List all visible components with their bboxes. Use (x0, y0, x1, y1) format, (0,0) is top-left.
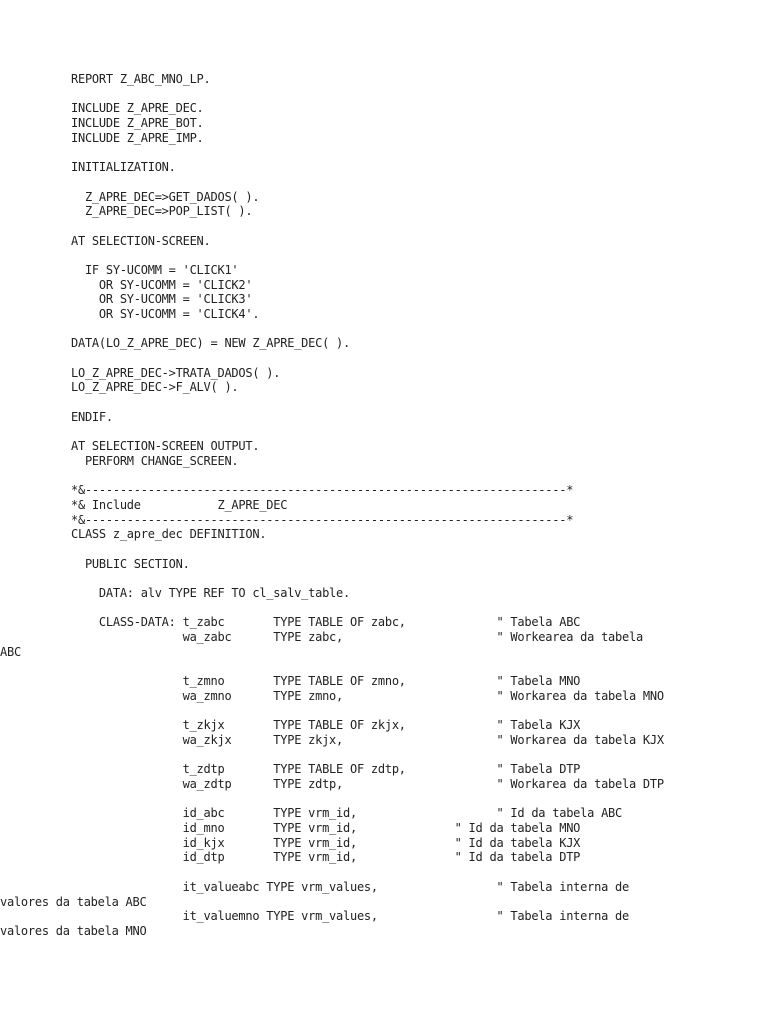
code-line: valores da tabela MNO (0, 923, 147, 938)
blank-line (71, 601, 664, 616)
code-line: CLASS-DATA: t_zabc TYPE TABLE OF zabc, " Tabela ABC (71, 615, 581, 630)
code-line: REPORT Z_ABC_MNO_LP. (71, 72, 211, 86)
code-line: wa_zdtp TYPE zdtp, " Workarea da tabela DTP (71, 777, 664, 791)
blank-line (71, 248, 664, 263)
code-line: OR SY-UCOMM = 'CLICK4'. (71, 307, 260, 321)
code-line: id_kjx TYPE vrm_id, " Id da tabela KJX (71, 835, 581, 850)
code-line: wa_zmno TYPE zmno, " Workarea da tabela MNO (71, 688, 664, 703)
code-line: AT SELECTION-SCREEN. (71, 233, 211, 248)
code-line: OR SY-UCOMM = 'CLICK3' (71, 292, 253, 307)
code-line: INCLUDE Z_APRE_IMP. (71, 130, 204, 145)
code-line: AT SELECTION-SCREEN OUTPUT. (71, 439, 260, 454)
blank-line (71, 425, 664, 440)
blank-line (71, 571, 664, 586)
code-line: wa_zabc TYPE zabc, " Workearea da tabela (71, 630, 643, 645)
blank-line (71, 395, 664, 410)
code-line: INCLUDE Z_APRE_BOT. (71, 116, 204, 131)
code-line: DATA: alv TYPE REF TO cl_salv_table. (71, 586, 350, 601)
code-line: t_zdtp TYPE TABLE OF zdtp, " Tabela DTP (71, 762, 581, 777)
blank-line (71, 87, 664, 102)
code-line: t_zkjx TYPE TABLE OF zkjx, " Tabela KJX (71, 718, 581, 733)
blank-line (71, 351, 664, 366)
blank-line (71, 660, 664, 675)
code-line: CLASS z_apre_dec DEFINITION. (71, 527, 267, 542)
blank-line (71, 145, 664, 160)
code-line: LO_Z_APRE_DEC->TRATA_DADOS( ). (71, 365, 281, 380)
blank-line (71, 322, 664, 337)
blank-line (71, 748, 664, 763)
code-line: DATA(LO_Z_APRE_DEC) = NEW Z_APRE_DEC( ). (71, 336, 350, 351)
code-line: t_zmno TYPE TABLE OF zmno, " Tabela MNO (71, 674, 581, 689)
code-line: Z_APRE_DEC=>POP_LIST( ). (71, 204, 253, 219)
abap-source-code (0, 72, 664, 939)
code-line: PUBLIC SECTION. (71, 556, 190, 571)
code-line: id_mno TYPE vrm_id, " Id da tabela MNO (71, 821, 581, 836)
code-line: *&---------------------------------------------------------------------* (71, 512, 574, 527)
code-line: INITIALIZATION. (71, 160, 176, 175)
blank-line (71, 704, 664, 719)
code-line: wa_zkjx TYPE zkjx, " Workarea da tabela KJX (71, 732, 664, 747)
code-line: ABC (0, 644, 21, 659)
blank-line (71, 469, 664, 484)
code-line: it_valueabc TYPE vrm_values, " Tabela interna de (71, 879, 629, 894)
code-line: LO_Z_APRE_DEC->F_ALV( ). (71, 380, 239, 395)
code-line: PERFORM CHANGE_SCREEN. (71, 453, 239, 468)
code-line: OR SY-UCOMM = 'CLICK2' (71, 277, 253, 292)
blank-line (71, 175, 664, 190)
code-line: ENDIF. (71, 409, 113, 424)
code-line: INCLUDE Z_APRE_DEC. (71, 101, 204, 116)
code-line: IF SY-UCOMM = 'CLICK1' (71, 262, 239, 277)
code-line: Z_APRE_DEC=>GET_DADOS( ). (71, 189, 260, 204)
code-line: *& Include Z_APRE_DEC (71, 497, 288, 512)
blank-line (71, 219, 664, 234)
code-line: id_abc TYPE vrm_id, " Id da tabela ABC (71, 806, 622, 821)
code-line: valores da tabela ABC (0, 894, 147, 909)
blank-line (71, 865, 664, 880)
code-line: id_dtp TYPE vrm_id, " Id da tabela DTP (71, 850, 581, 865)
code-line: *&---------------------------------------------------------------------* (71, 483, 574, 498)
blank-line (71, 792, 664, 807)
blank-line (71, 542, 664, 557)
code-line: it_valuemno TYPE vrm_values, " Tabela interna de (71, 909, 629, 924)
